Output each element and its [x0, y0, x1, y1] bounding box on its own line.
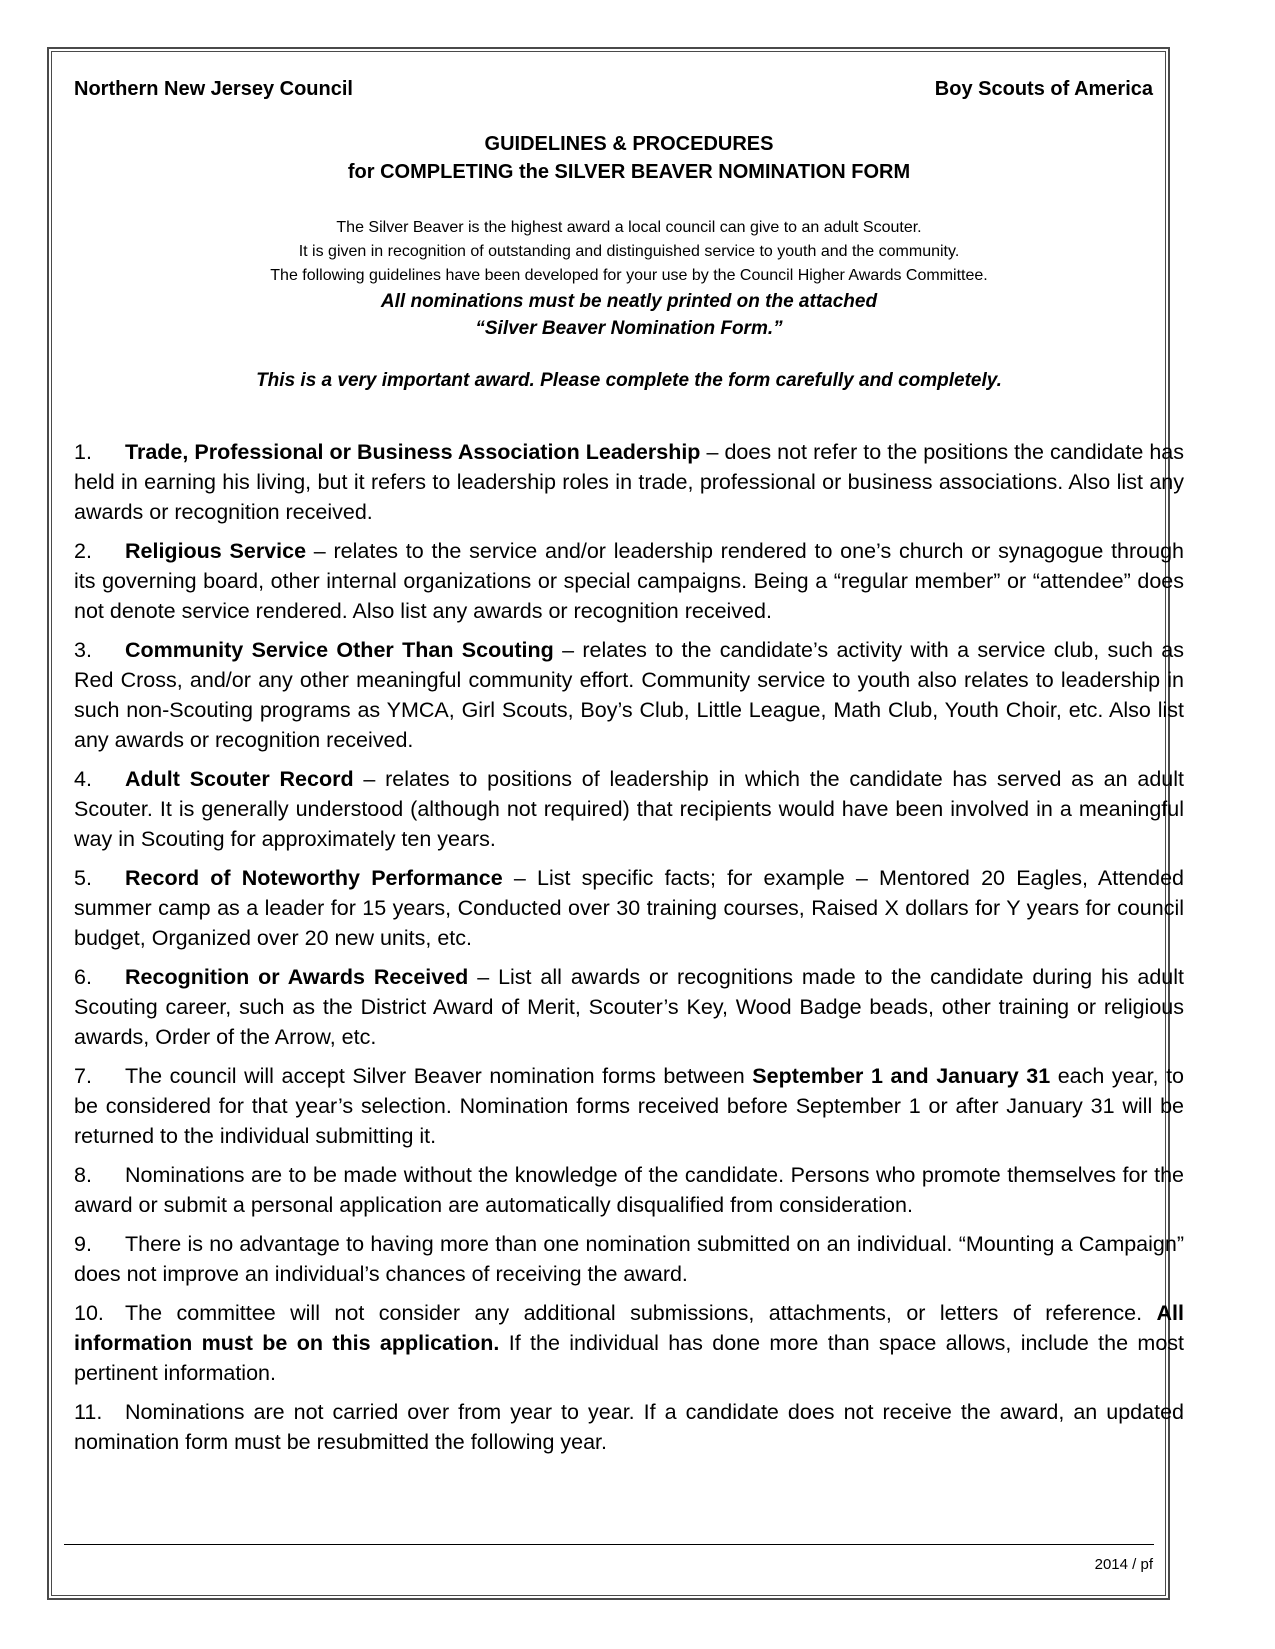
guideline-list [74, 437, 1184, 1466]
guideline-item-7 [74, 1061, 1184, 1151]
item-text: Nominations are to be made without the knowledge of the candidate. Persons who promote themselves for the award or submit a personal application are automatically disqualified from consideration. [74, 1163, 1184, 1217]
organization-name: Boy Scouts of America [934, 78, 1153, 100]
guideline-item-11 [74, 1397, 1184, 1457]
item-heading: Trade, Professional or Business Association Leadership [125, 440, 701, 464]
item-text: – does not refer to the positions the candidate has held in earning his living, but it refers to leadership roles in trade, professional or business associations. Also list any awards or recognition received. [74, 440, 1184, 524]
intro-line-3: The following guidelines have been developed for your use by the Council Higher Awards Committee. [270, 267, 988, 284]
item-number: 2. [74, 539, 92, 563]
intro-line-1: The Silver Beaver is the highest award a local council can give to an adult Scouter. [336, 219, 922, 236]
item-text: If the individual has done more than space allows, include the most pertinent information. [74, 1331, 1185, 1385]
important-note: This is a very important award. Please complete the form carefully and completely. [256, 370, 1002, 391]
item-number: 10. [74, 1301, 104, 1325]
item-heading: Adult Scouter Record [125, 767, 354, 791]
guideline-item-10 [74, 1298, 1184, 1388]
item-heading: Community Service Other Than Scouting [125, 638, 554, 662]
guideline-item-5 [74, 863, 1184, 953]
item-emphasis: September 1 and January 31 [752, 1064, 1051, 1088]
item-text: – relates to the candidate’s activity with a service club, such as Red Cross, and/or any other meaningful community effort. Community service to youth also relates to leadership in such non-Scouting programs as YMCA, Girl Scouts, Boy’s Club, Little League, Math Club, Youth Choir, etc. Also list any awards or recognition received. [74, 638, 1184, 752]
guideline-item-4 [74, 764, 1184, 854]
item-emphasis: All information must be on this application. [74, 1301, 1184, 1355]
intro-line-2: It is given in recognition of outstanding and distinguished service to youth and the community. [298, 243, 960, 260]
item-heading: Religious Service [125, 539, 307, 563]
footer-version-note: 2014 / pf [1094, 1556, 1153, 1573]
guideline-item-6 [74, 962, 1184, 1052]
document-title: GUIDELINES & PROCEDURES [484, 133, 774, 155]
item-number: 9. [74, 1232, 92, 1256]
document-subtitle: for COMPLETING the SILVER BEAVER NOMINATION FORM [347, 161, 911, 183]
item-number: 5. [74, 866, 92, 890]
item-number: 8. [74, 1163, 92, 1187]
item-number: 11. [74, 1400, 103, 1424]
item-number: 4. [74, 767, 92, 791]
item-text: There is no advantage to having more than one nomination submitted on an individual. “Mounting a Campaign” does not improve an individual’s chances of receiving the award. [74, 1232, 1184, 1286]
guideline-item-8 [74, 1160, 1184, 1220]
item-text-pre: The council will accept Silver Beaver nomination forms between [125, 1064, 753, 1088]
item-text-pre: The committee will not consider any additional submissions, attachments, or letters of reference. [125, 1301, 1157, 1325]
item-text: Nominations are not carried over from year to year. If a candidate does not receive the award, an updated nomination form must be resubmitted the following year. [74, 1400, 1184, 1454]
guideline-item-9 [74, 1229, 1184, 1289]
item-heading: Recognition or Awards Received [125, 965, 469, 989]
item-text: – List specific facts; for example – Mentored 20 Eagles, Attended summer camp as a leader for 15 years, Conducted over 30 training courses, Raised X dollars for Y years for council budget, Organized over 20 new units, etc. [74, 866, 1184, 950]
item-text: – relates to positions of leadership in which the candidate has served as an adult Scouter. It is generally understood (although not required) that recipients would have been involved in a meaningful way in Scouting for approximately ten years. [74, 767, 1184, 851]
footer-divider [64, 1544, 1154, 1545]
item-number: 1. [74, 440, 92, 464]
item-text: – relates to the service and/or leadership rendered to one’s church or synagogue through its governing board, other internal organizations or special campaigns. Being a “regular member” or “attendee” does not denote service rendered. Also list any awards or recognition received. [74, 539, 1184, 623]
guideline-item-1 [74, 437, 1184, 527]
item-heading: Record of Noteworthy Performance [125, 866, 503, 890]
item-number: 6. [74, 965, 92, 989]
intro-emphasis-2: “Silver Beaver Nomination Form.” [475, 318, 783, 339]
council-name: Northern New Jersey Council [74, 78, 353, 100]
item-text: – List all awards or recognitions made to the candidate during his adult Scouting career, such as the District Award of Merit, Scouter’s Key, Wood Badge beads, other training or religious awards, Order of the Arrow, etc. [74, 965, 1184, 1049]
item-number: 7. [74, 1064, 92, 1088]
item-number: 3. [74, 638, 92, 662]
guideline-item-3 [74, 635, 1184, 755]
guideline-item-2 [74, 536, 1184, 626]
item-text: each year, to be considered for that year’s selection. Nomination forms received before September 1 or after January 31 will be returned to the individual submitting it. [74, 1064, 1184, 1148]
intro-emphasis-1: All nominations must be neatly printed on the attached [380, 291, 878, 312]
